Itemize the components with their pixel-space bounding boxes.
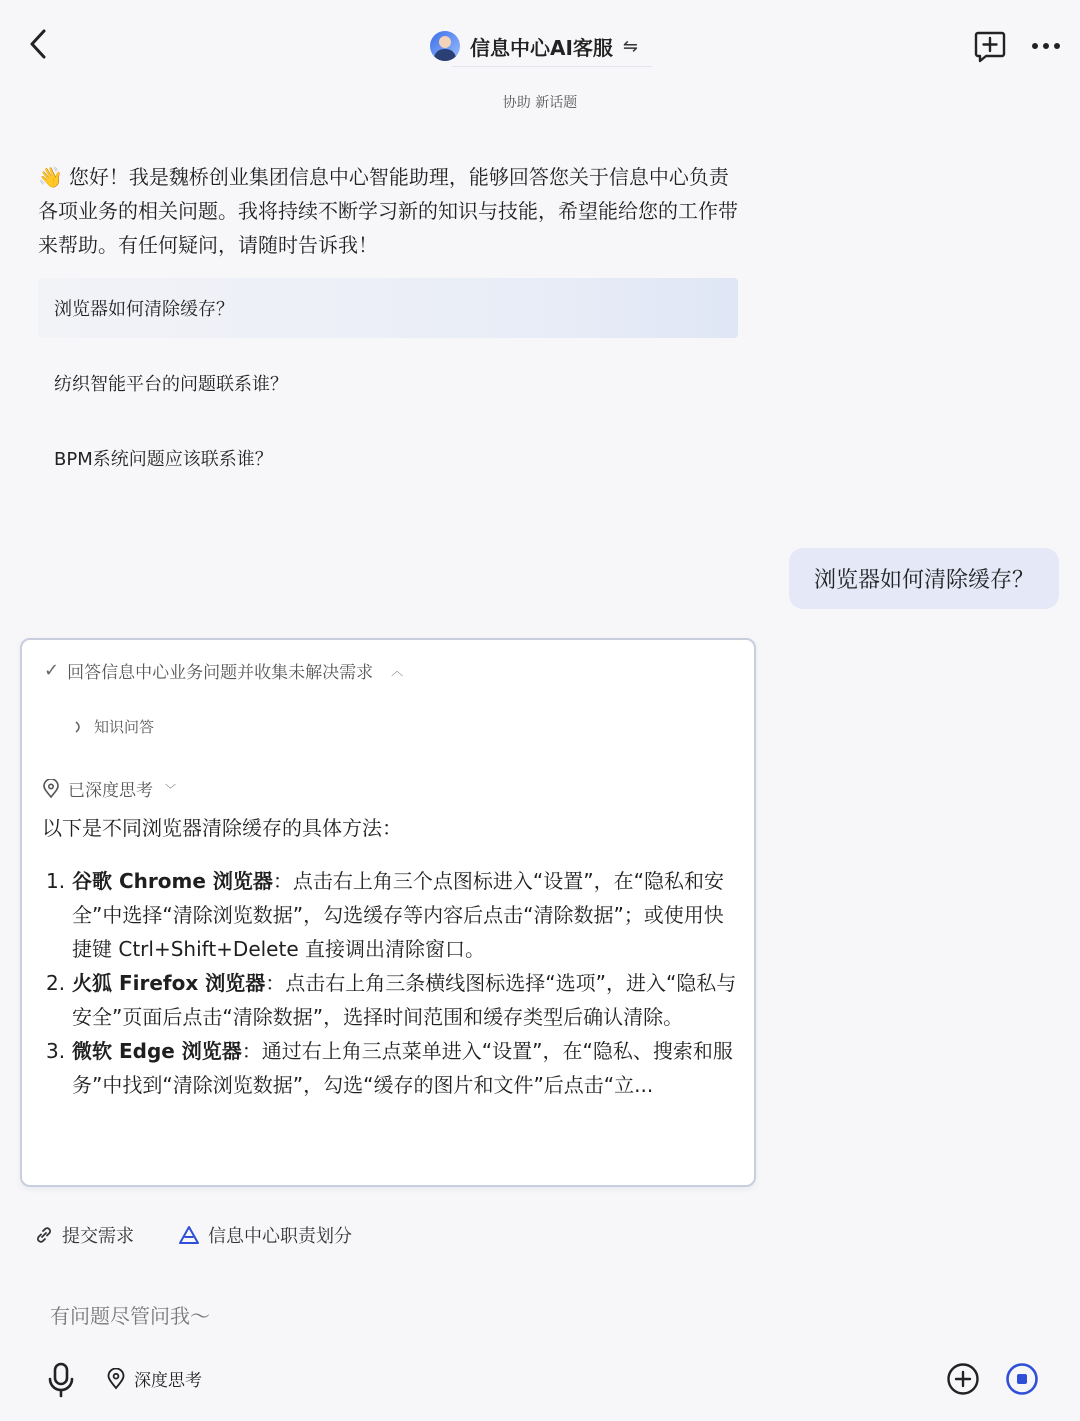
top-bar — [0, 0, 1080, 90]
voice-button[interactable] — [44, 1360, 78, 1400]
user-message-bubble: 浏览器如何清除缓存？ — [789, 548, 1059, 609]
org-logo-icon — [178, 1225, 200, 1245]
answer-intro: 以下是不同浏览器清除缓存的具体方法： — [42, 816, 402, 840]
list-item-title: 微软 Edge 浏览器 — [72, 1039, 242, 1063]
list-item — [46, 966, 738, 1034]
suggestion-item[interactable]: 纺织智能平台的问题联系谁？ — [54, 374, 288, 395]
list-item-text: ：点击右上角三个点图标进入“设置”，在“隐私和安全”中选择“清除浏览数据”，勾选缓存等内容后点击“清除数据”；或使用快捷键 Ctrl+Shift+Delete 直接调出清除窗口。 — [72, 869, 724, 961]
switch-icon: ⇋ — [622, 35, 639, 57]
list-item — [46, 1034, 738, 1102]
deep-think-label: 深度思考 — [134, 1371, 202, 1391]
message-input[interactable] — [34, 1296, 1044, 1336]
responsibility-button[interactable] — [178, 1222, 352, 1248]
step-title: 回答信息中心业务问题并收集未解决需求 — [67, 663, 374, 683]
more-button[interactable] — [1028, 28, 1064, 64]
microphone-icon — [44, 1360, 78, 1400]
back-button[interactable] — [18, 24, 58, 64]
list-item-text: ：通过右上角三点菜单进入“设置”，在“隐私、搜索和服务”中找到“清除浏览数据”，勾选“缓存的图片和文件”后点击“立... — [72, 1039, 733, 1097]
list-number: 2. — [46, 971, 66, 995]
greeting-message — [38, 160, 738, 262]
list-number: 3. — [46, 1039, 66, 1063]
list-item-text: ：点击右上角三条横线图标选择“选项”，进入“隐私与安全”页面后点击“清除数据”，选择时间范围和缓存类型后确认清除。 — [72, 971, 737, 1029]
check-icon: ✓ — [44, 660, 60, 681]
deep-thinking-toggle[interactable] — [42, 776, 176, 801]
answer-list — [46, 864, 738, 1102]
new-chat-icon — [972, 28, 1008, 64]
sub-step-label: 知识问答 — [94, 718, 155, 736]
chevron-left-icon — [27, 28, 49, 60]
plus-circle-icon — [946, 1362, 980, 1396]
stop-button[interactable] — [1005, 1362, 1039, 1396]
greeting-text: 您好！我是魏桥创业集团信息中心智能助理，能够回答您关于信息中心负责各项业务的相关问题。我将持续不断学习新的知识与技能，希望能给您的工作带来帮助。有任何疑问，请随时告诉我！ — [38, 165, 738, 257]
step-header[interactable] — [44, 658, 403, 683]
add-button[interactable] — [946, 1362, 980, 1396]
arc-icon — [74, 720, 84, 734]
wave-icon: 👋 — [38, 165, 63, 189]
submit-request-button[interactable] — [34, 1222, 134, 1248]
more-icon — [1031, 42, 1061, 50]
list-item-title: 火狐 Firefox 浏览器 — [72, 971, 266, 995]
responsibility-label: 信息中心职责划分 — [208, 1226, 352, 1247]
location-pin-icon — [106, 1368, 126, 1390]
chat-title[interactable] — [430, 26, 638, 66]
new-chat-button[interactable] — [972, 28, 1008, 64]
link-icon — [34, 1225, 54, 1245]
sub-step — [74, 716, 154, 737]
suggestion-item[interactable]: BPM系统问题应该联系谁？ — [54, 449, 273, 470]
submit-request-label: 提交需求 — [62, 1226, 134, 1247]
title-divider — [452, 66, 652, 67]
quick-actions — [34, 1222, 352, 1248]
list-number: 1. — [46, 869, 66, 893]
suggestion-item[interactable]: 浏览器如何清除缓存？ — [38, 278, 738, 338]
list-item-title: 谷歌 Chrome 浏览器 — [72, 869, 273, 893]
deep-thinking-label: 已深度思考 — [68, 781, 153, 801]
location-pin-icon — [42, 779, 60, 799]
bot-avatar — [430, 31, 460, 61]
list-item — [46, 864, 738, 966]
session-label: 协助 新话题 — [502, 95, 578, 111]
answer-card — [20, 638, 756, 1187]
stop-icon — [1005, 1362, 1039, 1396]
message-input-area — [34, 1296, 1044, 1336]
bottom-bar — [0, 1356, 1080, 1406]
deep-think-toggle[interactable] — [106, 1366, 202, 1391]
chevron-up-icon: ︿ — [391, 664, 404, 678]
chevron-down-icon: ﹀ — [165, 782, 176, 796]
page-title: 信息中心AI客服 — [470, 35, 613, 60]
